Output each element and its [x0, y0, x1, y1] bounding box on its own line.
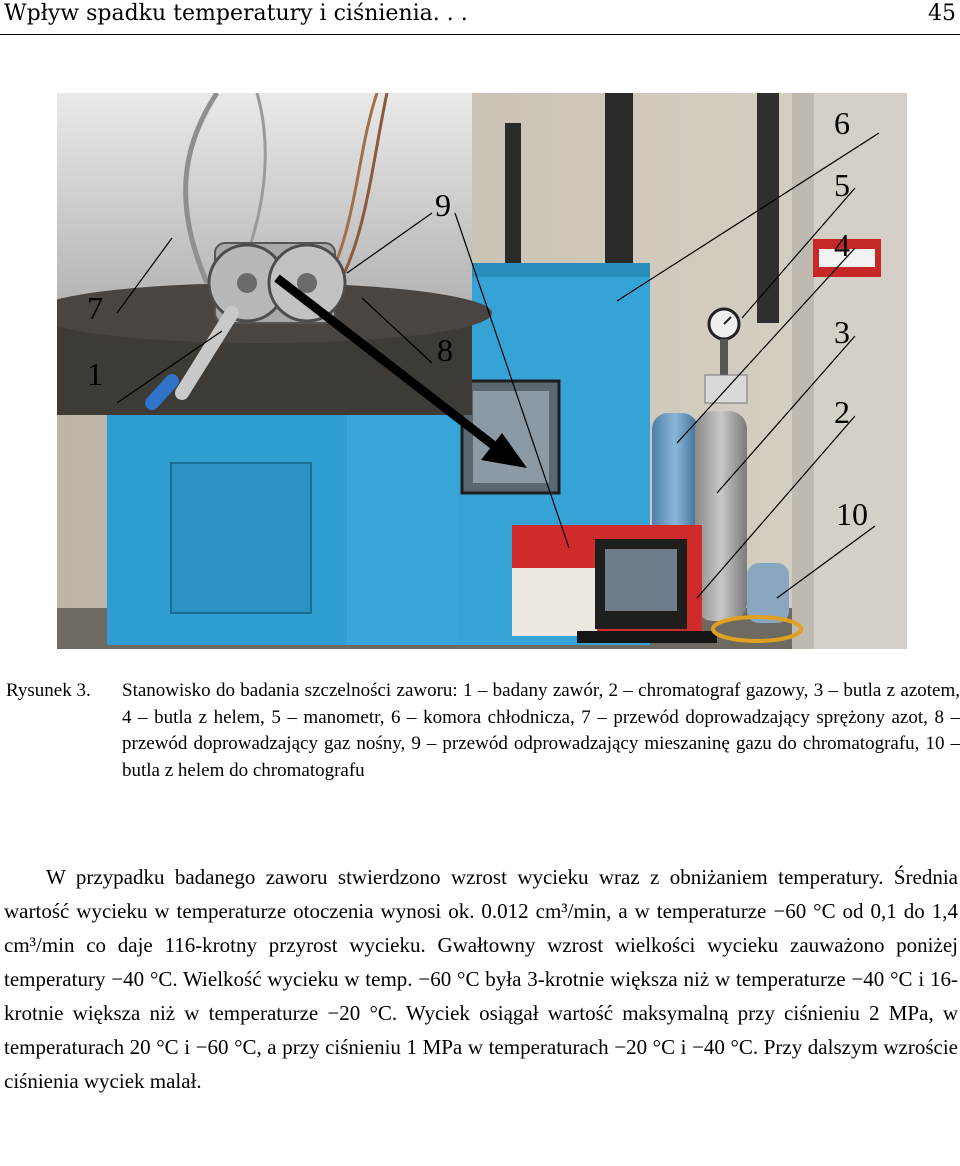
helium-cylinder [695, 411, 747, 621]
valve-inset [57, 93, 492, 415]
callout-9: 9 [435, 187, 451, 223]
body-text [4, 860, 958, 1098]
test-stand-photo [57, 93, 907, 649]
callout-7: 7 [87, 290, 103, 326]
callout-1: 1 [87, 356, 103, 392]
page-number: 45 [928, 1, 956, 26]
callout-10: 10 [836, 496, 868, 532]
callout-6: 6 [834, 105, 850, 141]
helium-cylinder-small [747, 563, 789, 623]
callout-3: 3 [834, 314, 850, 350]
callout-4: 4 [834, 227, 850, 263]
caption-text: Stanowisko do badania szczelności zaworu: 1 – badany zawór, 2 – chromatograf gazowy, 3 – butla z azotem, 4 – butla z helem, 5 – manometr, 6 – komora chłodnicza, 7 – przewód doprowadzający sprężony azot, 8 – przewód doprowadzający gaz nośny, 9 – przewód odprowadzający mieszaninę gazu do chromatografu, 10 – butla z helem do chromatografu [122, 680, 960, 781]
running-title: Wpływ spadku temperatury i ciśnienia. . . [4, 1, 468, 26]
callout-2: 2 [834, 394, 850, 430]
paragraph: W przypadku badanego zaworu stwierdzono wzrost wycieku wraz z obniżaniem temperatury. Średnia wartość wycieku w temperaturze otoczenia wynosi ok. 0.012 cm³/min, a w temperaturze −60 °C od 0,1 do 1,4 cm³/min co daje 116-krotny przyrost wycieku. Gwałtowny wzrost wielkości wycieku zauważono poniżej temperatury −40 °C. Wielkość wycieku w temp. −60 °C była 3-krotnie większa niż w temperaturze −40 °C i 16-krotnie większa niż w temperaturze −20 °C. Wyciek osiągał wartość maksymalną przy ciśnieniu 2 MPa, w temperaturach 20 °C i −60 °C, a przy ciśnieniu 1 MPa w temperaturach −20 °C i −40 °C. Przy dalszym wzroście ciśnienia wyciek malał. [4, 865, 958, 1093]
callout-5: 5 [834, 167, 850, 203]
running-header [0, 0, 960, 35]
caption-label: Rysunek 3. [6, 680, 91, 701]
callout-8: 8 [437, 332, 453, 368]
